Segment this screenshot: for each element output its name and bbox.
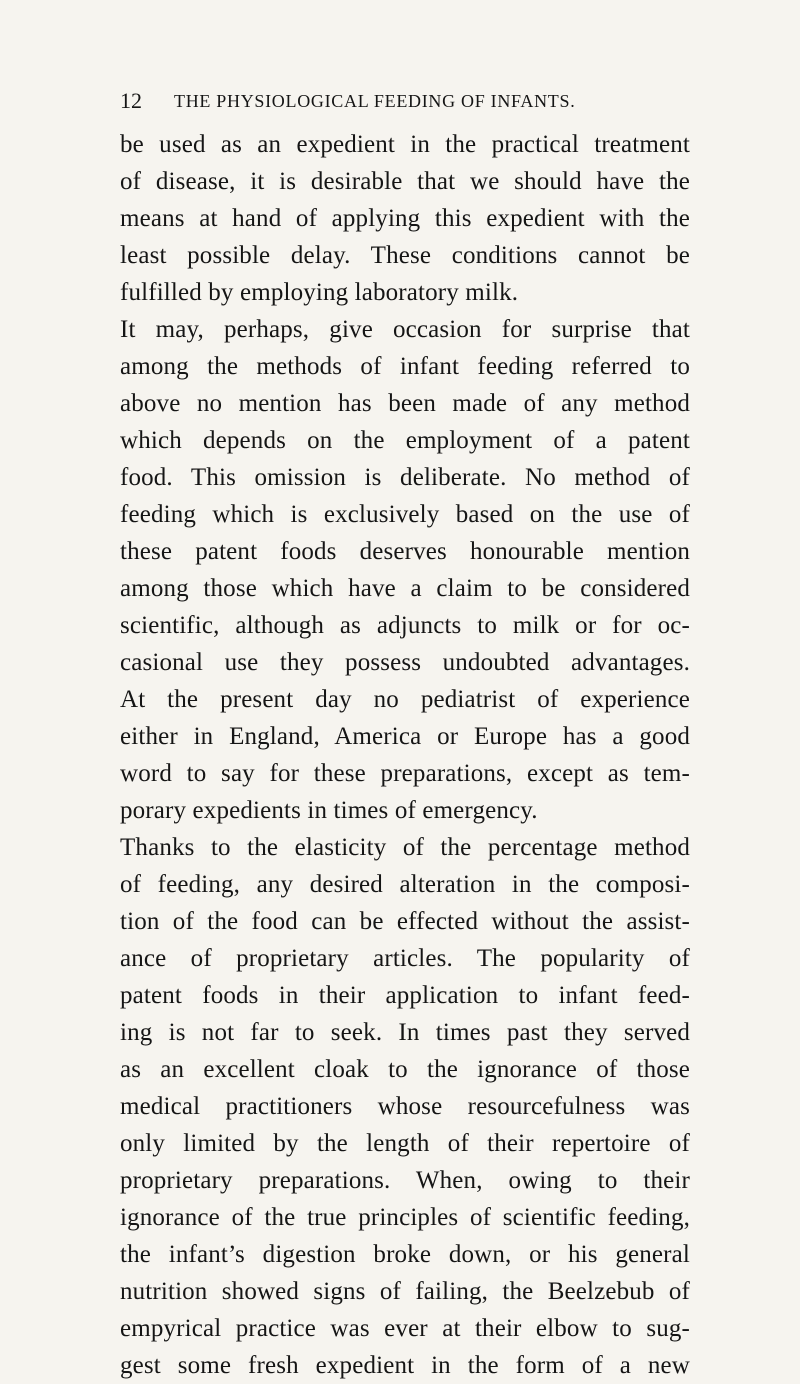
text-line: either in England, America or Europe has a good (120, 723, 690, 750)
page-number: 12 (120, 88, 142, 113)
running-head (120, 86, 680, 116)
text-line: ignorance of the true principles of scientific feeding, (120, 1204, 690, 1231)
text-line: food. This omission is deliberate. No method of (120, 464, 690, 491)
text-line: gest some fresh expedient in the form of a new (120, 1352, 690, 1379)
text-line: as an excellent cloak to the ignorance of those (120, 1056, 690, 1083)
text-line: means at hand of applying this expedient with the (120, 205, 690, 232)
text-line: least possible delay. These conditions cannot be (120, 242, 690, 269)
text-line: which depends on the employment of a patent (120, 427, 690, 454)
text-line: be used as an expedient in the practical treatment (120, 131, 690, 158)
text-line: among those which have a claim to be considered (120, 575, 690, 602)
text-line: proprietary preparations. When, owing to their (120, 1167, 690, 1194)
text-line: only limited by the length of their repertoire of (120, 1130, 690, 1157)
text-line: At the present day no pediatrist of experience (120, 686, 690, 713)
text-line: among the methods of infant feeding referred to (120, 353, 690, 380)
text-line: word to say for these preparations, except as tem- (120, 760, 690, 787)
body-text (120, 126, 690, 1384)
text-line: of disease, it is desirable that we should have the (120, 168, 690, 195)
text-line: patent foods in their application to infant feed- (120, 982, 690, 1009)
text-line: fulfilled by employing laboratory milk. (120, 279, 519, 306)
text-line: empyrical practice was ever at their elbow to sug- (120, 1315, 690, 1342)
text-line: medical practitioners whose resourcefulness was (120, 1093, 690, 1120)
text-line: porary expedients in times of emergency. (120, 797, 538, 824)
text-line: the infant’s digestion broke down, or his general (120, 1241, 690, 1268)
text-line: It may, perhaps, give occasion for surprise that (120, 316, 690, 343)
text-line: of feeding, any desired alteration in the composi- (120, 871, 690, 898)
text-line: casional use they possess undoubted advantages. (120, 649, 690, 676)
text-line: ance of proprietary articles. The popularity of (120, 945, 690, 972)
text-line: scientific, although as adjuncts to milk or for oc- (120, 612, 690, 639)
running-title: THE PHYSIOLOGICAL FEEDING OF INFANTS. (174, 91, 576, 111)
text-line: above no mention has been made of any method (120, 390, 690, 417)
text-line: feeding which is exclusively based on the use of (120, 501, 690, 528)
text-line: these patent foods deserves honourable mention (120, 538, 690, 565)
text-line: ing is not far to seek. In times past they served (120, 1019, 690, 1046)
text-line: nutrition showed signs of failing, the Beelzebub of (120, 1278, 690, 1305)
text-line: tion of the food can be effected without the assist- (120, 908, 690, 935)
text-line: Thanks to the elasticity of the percentage method (120, 834, 690, 861)
